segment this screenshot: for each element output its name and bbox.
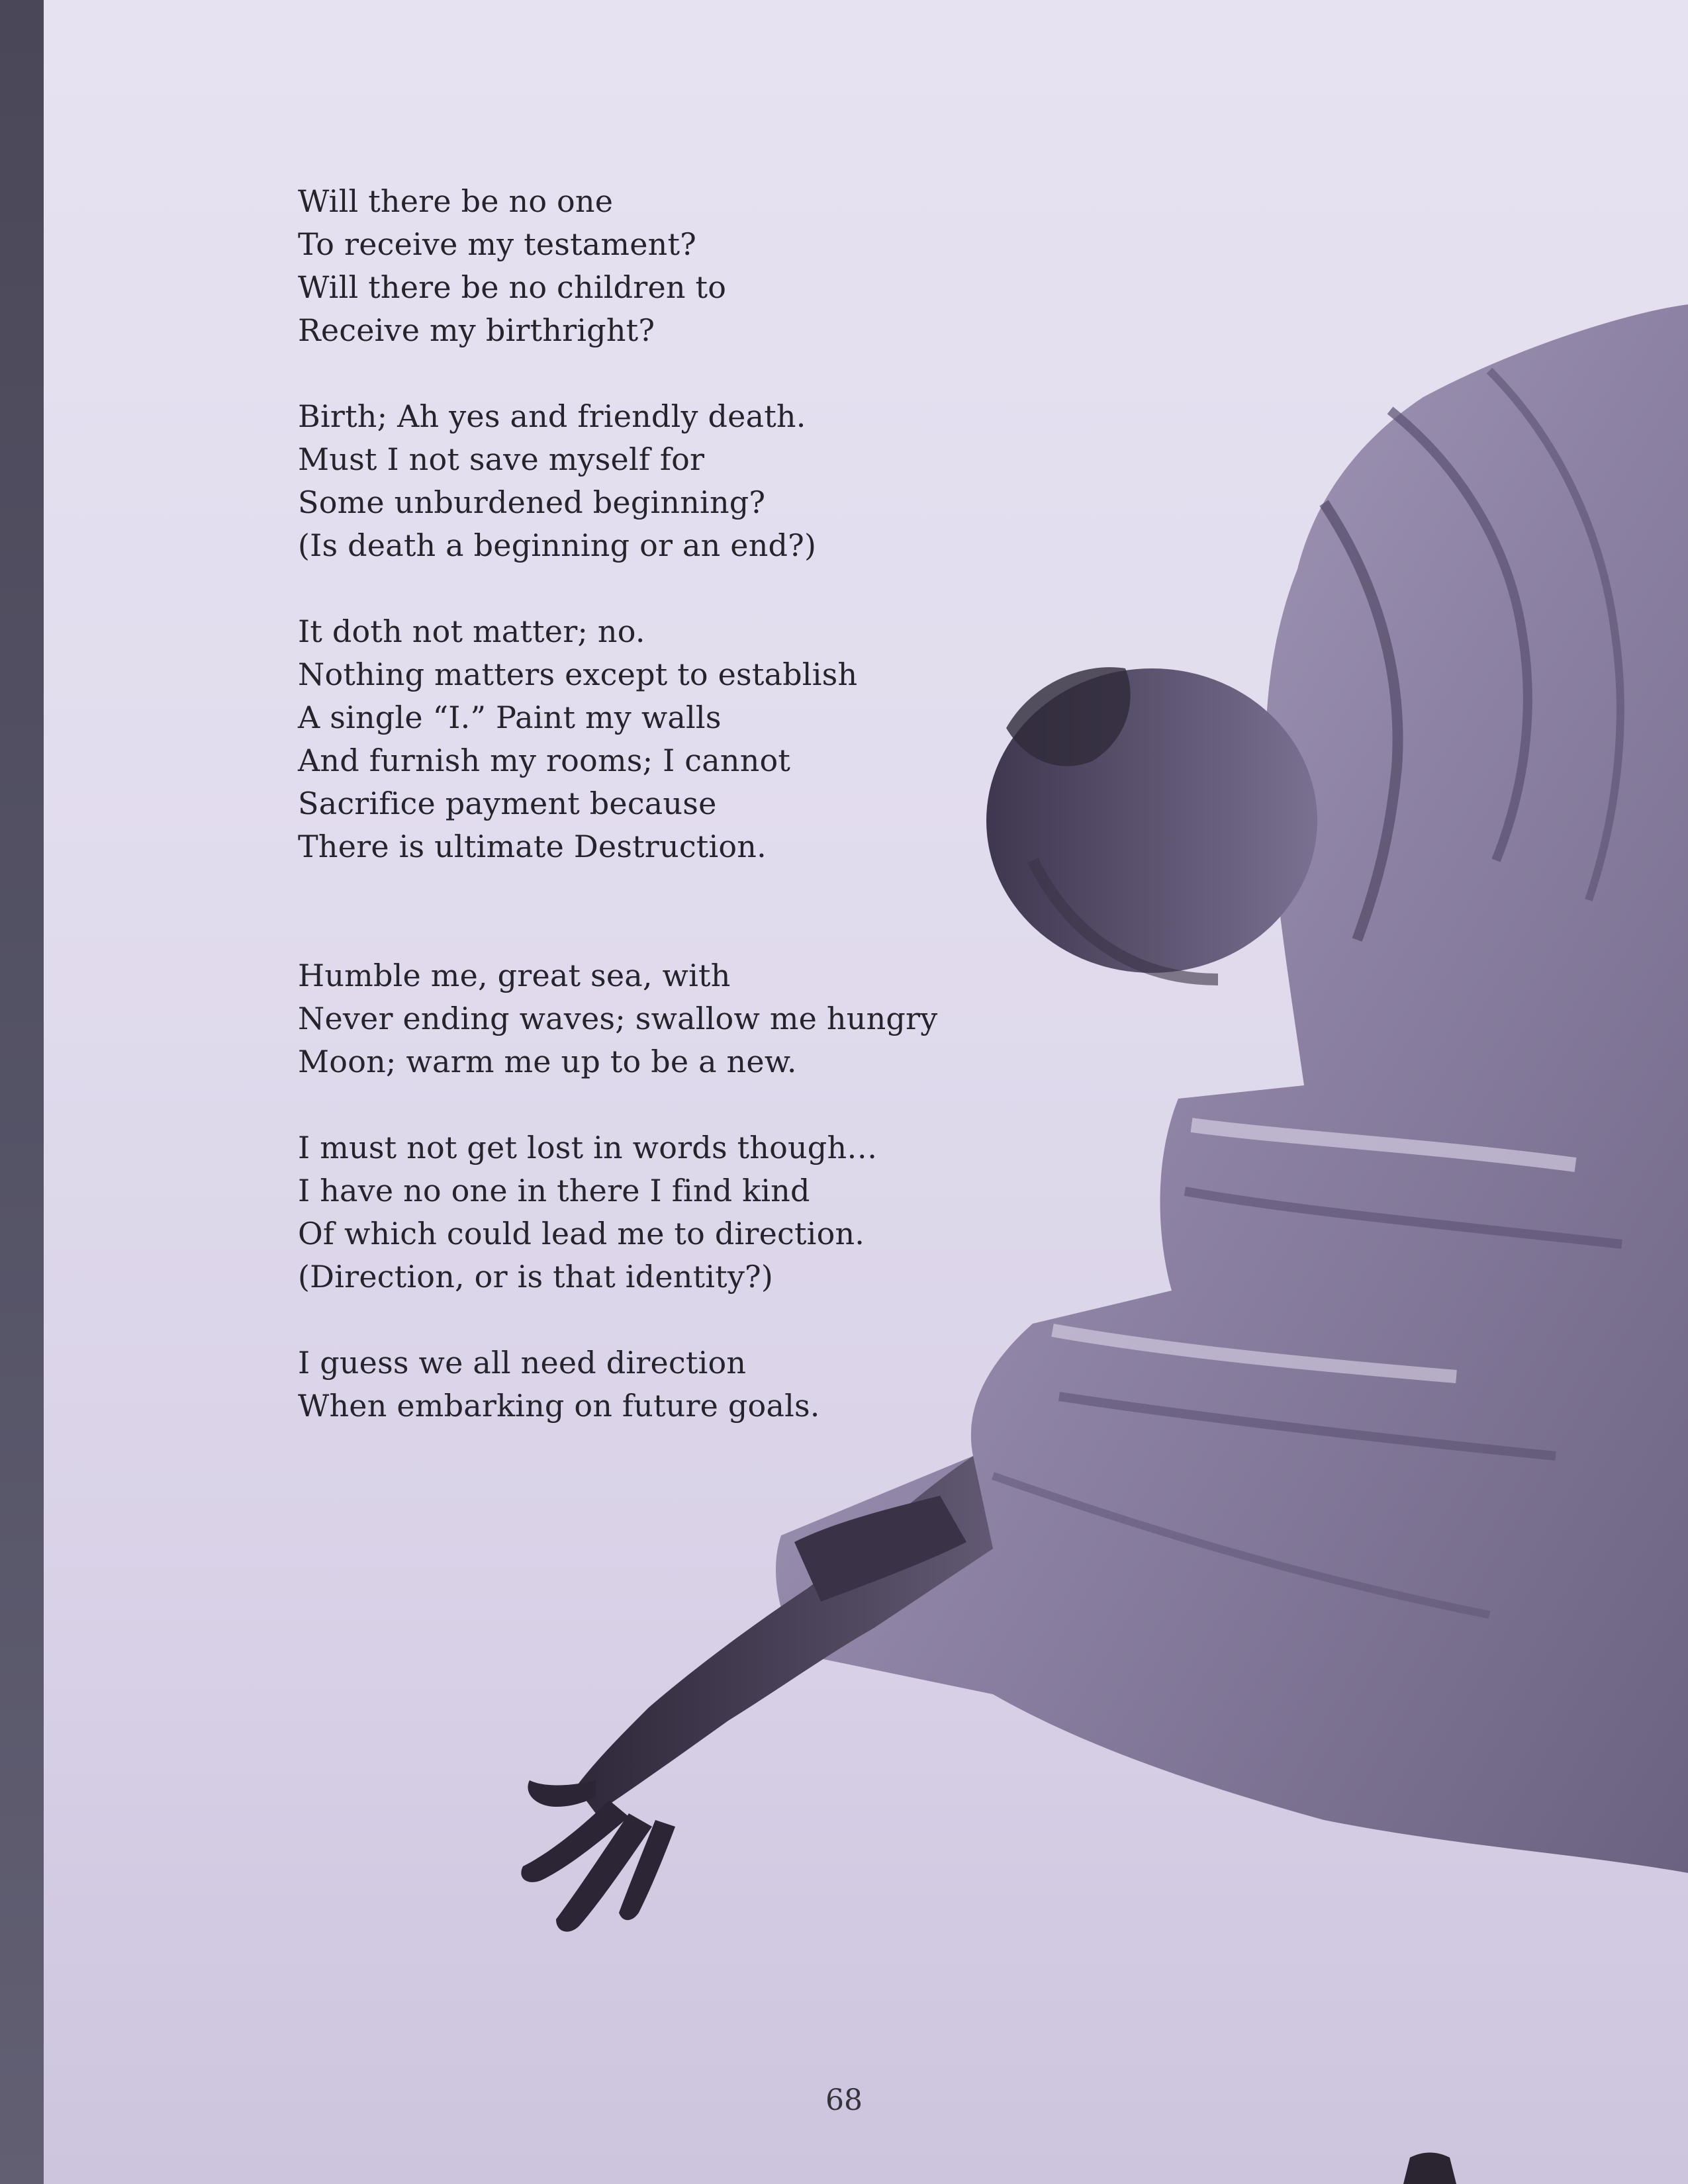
stanza	[298, 610, 993, 868]
poem-line: A single “I.” Paint my walls	[298, 700, 722, 735]
poem-line: (Is death a beginning or an end?)	[298, 527, 817, 563]
poem-line: Will there be no children to	[298, 269, 727, 305]
stanza	[298, 1342, 993, 1428]
poem-line: There is ultimate Destruction.	[298, 829, 767, 864]
stanza	[298, 395, 993, 567]
poem-line: Of which could lead me to direction.	[298, 1216, 865, 1251]
poem-line: Will there be no one	[298, 183, 614, 219]
stanza	[298, 1126, 993, 1298]
poem-line: And furnish my rooms; I cannot	[298, 743, 791, 778]
poem-line: To receive my testament?	[298, 226, 697, 262]
poem-line: When embarking on future goals.	[298, 1388, 820, 1424]
poem-line: Humble me, great sea, with	[298, 958, 731, 993]
poem-line: I guess we all need direction	[298, 1345, 747, 1381]
poem-line: It doth not matter; no.	[298, 614, 645, 649]
poem-line: I must not get lost in words though…	[298, 1130, 878, 1165]
poem-line: Some unburdened beginning?	[298, 484, 766, 520]
poem-line: (Direction, or is that identity?)	[298, 1259, 774, 1295]
poem-line: Never ending waves; swallow me hungry	[298, 1001, 938, 1036]
poem-line: Receive my birthright?	[298, 312, 655, 348]
poem-line: I have no one in there I find kind	[298, 1173, 810, 1208]
page-number: 68	[825, 2083, 863, 2117]
poem-line: Nothing matters except to establish	[298, 657, 858, 692]
stanza	[298, 954, 993, 1083]
poem-line: Birth; Ah yes and friendly death.	[298, 398, 806, 434]
poem-line: Sacrifice payment because	[298, 786, 717, 821]
stanza	[298, 180, 993, 352]
poem-line: Moon; warm me up to be a new.	[298, 1044, 797, 1079]
poem	[298, 180, 993, 1471]
poem-line: Must I not save myself for	[298, 441, 705, 477]
